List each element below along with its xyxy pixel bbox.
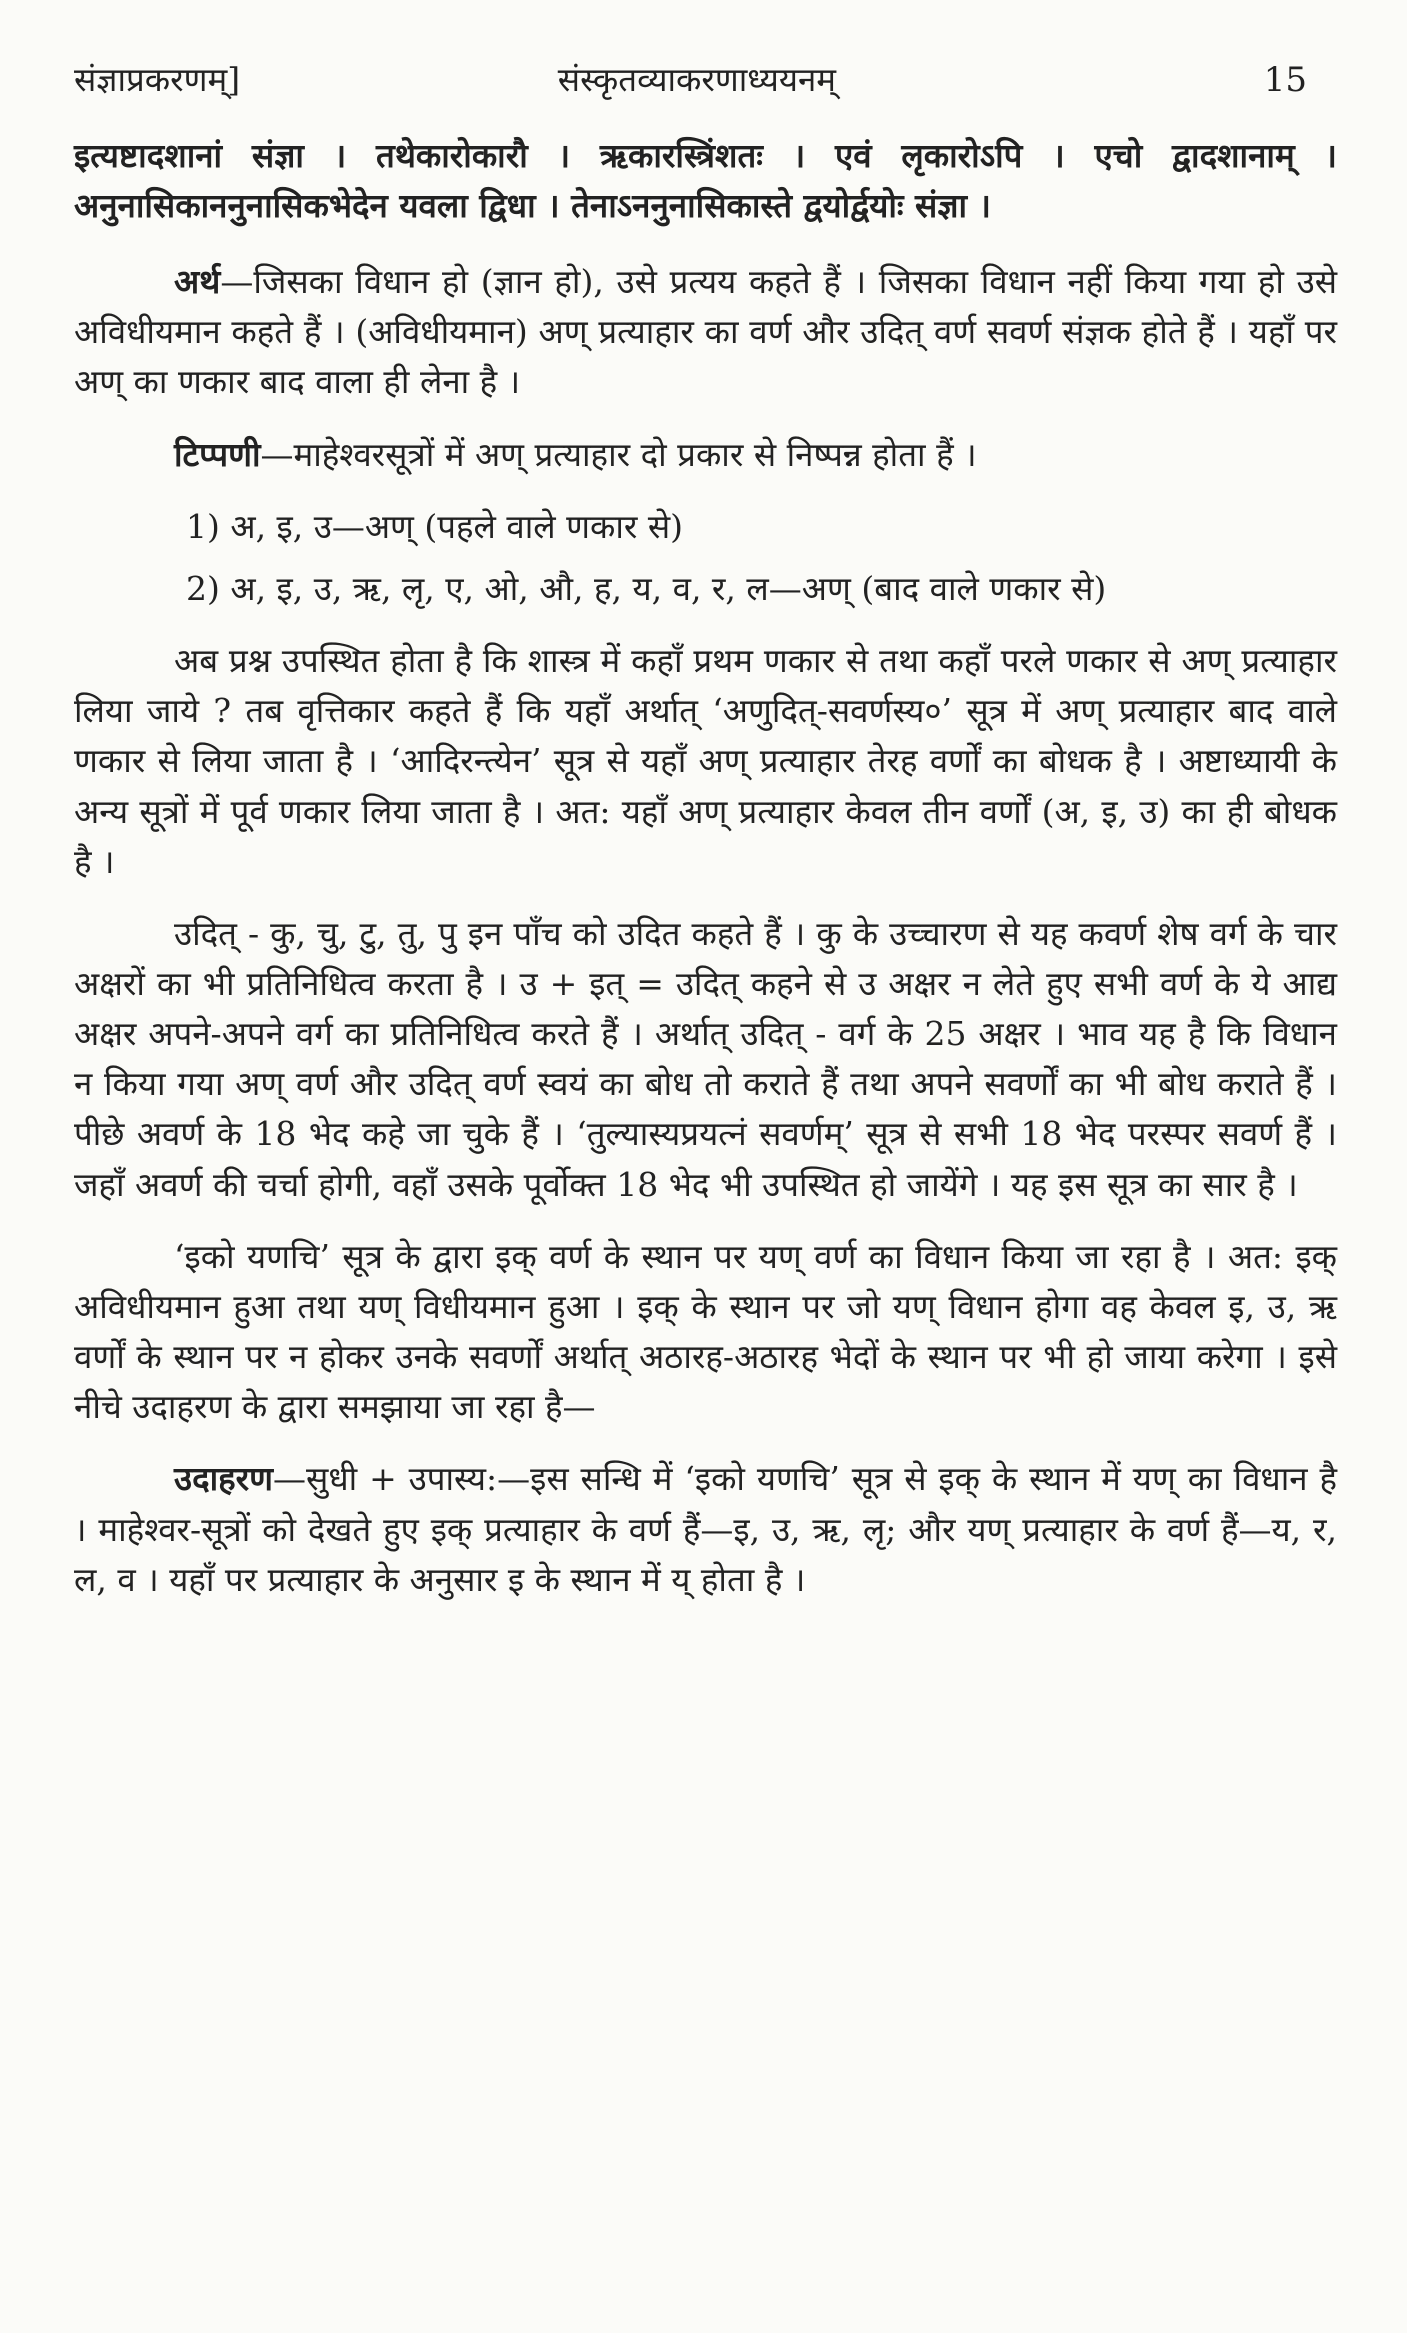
tippani-paragraph [74,430,1337,480]
tippani-text: —माहेश्वरसूत्रों में अण् प्रत्याहार दो प्रकार से निष्पन्न होता हैं । [260,434,977,474]
page-number: 15 [1263,60,1307,100]
artha-text: —जिसका विधान हो (ज्ञान हो), उसे प्रत्यय कहते हैं । जिसका विधान नहीं किया गया हो उसे अविधीयमान कहते हैं । (अविधीयमान) अण् प्रत्याहार का वर्ण और उदित् वर्ण सवर्ण संज्ञक होते हैं । यहाँ पर अण् का णकार बाद वाला ही लेना है । [74,262,1337,402]
book-title: संस्कृतव्याकरणाध्ययनम् [557,60,837,99]
paragraph-1: अब प्रश्न उपस्थित होता है कि शास्त्र में कहाँ प्रथम णकार से तथा कहाँ परले णकार से अण् प्रत्याहार लिया जाये ? तब वृत्तिकार कहते हैं कि यहाँ अर्थात् ‘अणुदित्-सवर्णस्य०’ सूत्र में अण् प्रत्याहार बाद वाले णकार से लिया जाता है । ‘आदिरन्त्येन’ सूत्र से यहाँ अण् प्रत्याहार तेरह वर्णों का बोधक है । अष्टाध्यायी के अन्य सूत्रों में पूर्व णकार लिया जाता है । अत: यहाँ अण् प्रत्याहार केवल तीन वर्णों (अ, इ, उ) का ही बोधक है । [74,641,1337,881]
page-header [74,60,1337,101]
artha-label: अर्थ [174,262,221,302]
tippani-label: टिप्पणी [174,434,261,474]
udaharan-paragraph [74,1454,1337,1604]
list-item-1: 1) अ, इ, उ—अण् (पहले वाले णकार से) [186,506,684,546]
sutra-text: इत्यष्टादशानां संज्ञा । तथेकारोकारौ । ऋकारस्त्रिंशतः । एवं लृकारोऽपि । एचो द्वादशानाम् । अनुनासिकाननुनासिकभेदेन यवला द्विधा । तेनाऽननुनासिकास्ते द्वयोर्द्वयोः संज्ञा । [74,135,1337,225]
udaharan-label: उदाहरण [174,1459,274,1499]
paragraph-2: उदित् - कु, चु, टु, तु, पु इन पाँच को उदित कहते हैं । कु के उच्चारण से यह कवर्ण शेष वर्ग के चार अक्षरों का भी प्रतिनिधित्व करता है । उ + इत् = उदित् कहने से उ अक्षर न लेते हुए सभी वर्ण के ये आद्य अक्षर अपने-अपने वर्ग का प्रतिनिधित्व करते हैं । अर्थात् उदित् - वर्ग के 25 अक्षर । भाव यह है कि विधान न किया गया अण् वर्ण और उदित् वर्ण स्वयं का बोध तो कराते हैं तथा अपने सवर्णों का भी बोध कराते हैं । पीछे अवर्ण के 18 भेद कहे जा चुके हैं । ‘तुल्यास्यप्रयत्नं सवर्णम्’ सूत्र से सभी 18 भेद परस्पर सवर्ण हैं । जहाँ अवर्ण की चर्चा होगी, वहाँ उसके पूर्वोक्त 18 भेद भी उपस्थित हो जायेंगे । यह इस सूत्र का सार है । [74,913,1337,1204]
chapter-title: संज्ञाप्रकरणम्] [74,60,241,99]
paragraph-3: ‘इको यणचि’ सूत्र के द्वारा इक् वर्ण के स्थान पर यण् वर्ण का विधान किया जा रहा है । अत: इक् अविधीयमान हुआ तथा यण् विधीयमान हुआ । इक् के स्थान पर जो यण् विधान होगा वह केवल इ, उ, ऋ वर्णों के स्थान पर न होकर उनके सवर्णों अर्थात् अठारह-अठारह भेदों के स्थान पर भी हो जाया करेगा । इसे नीचे उदाहरण के द्वारा समझाया जा रहा है— [74,1236,1337,1427]
list-item-2: 2) अ, इ, उ, ऋ, लृ, ए, ओ, औ, ह, य, व, र, ल—अण् (बाद वाले णकार से) [186,568,1107,608]
artha-paragraph [74,257,1337,407]
udaharan-text: —सुधी + उपास्य:—इस सन्धि में ‘इको यणचि’ सूत्र से इक् के स्थान में यण् का विधान है । माहेश्वर-सूत्रों को देखते हुए इक् प्रत्याहार के वर्ण हैं—इ, उ, ऋ, लृ; और यण् प्रत्याहार के वर्ण हैं—य, र, ल, व । यहाँ पर प्रत्याहार के अनुसार इ के स्थान में य् होता है । [74,1459,1337,1599]
